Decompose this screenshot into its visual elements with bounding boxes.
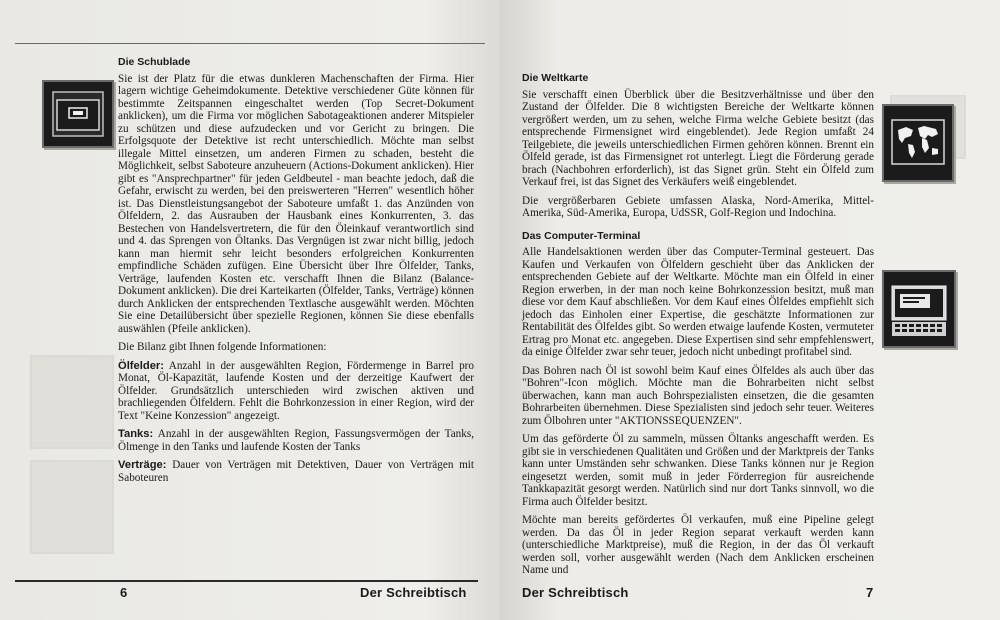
drawer-icon xyxy=(42,80,114,148)
footer-title-left: Der Schreibtisch xyxy=(360,585,467,600)
page-number-right: 7 xyxy=(866,585,874,600)
paragraph: Die Bilanz gibt Ihnen folgende Informationen: xyxy=(118,341,327,353)
page-number-left: 6 xyxy=(120,585,128,600)
definition-tanks xyxy=(118,428,474,453)
definition-text: Dauer von Verträgen mit Detektiven, Dauer von Verträgen mit Saboteuren xyxy=(118,459,475,484)
definition-oelfelder xyxy=(118,360,474,423)
computer-terminal-icon xyxy=(882,270,956,348)
paragraph: Sie ist der Platz für die etwas dunkleren Machenschaften der Firma. Hier lagern wichtige Geheimdokumente. Detektive verschiedener Güte können für bestimmte Zeitspannen eingeschaltet werden (Top Secret-Dokument anklicken), um die Firma vor möglichen Sabotageaktionen anderer Mitspieler zu schützen und diese aufzudecken und vor Gericht zu bringen. Die Erfolgsquote der Detektive ist recht unterschiedlich. Möchte man selbst illegale Mittel einsetzen, um anderen Firmen zu schaden, besteht die Möglichkeit, selbst Saboteure anzuheuern (Actions-Dokument anklicken). Hier gibt es "Ansprechpartner" für jeden Geldbeutel - man beachte jedoch, daß die Gefahr, erwischt zu werden, bei den preiswerteren "Herren" wesentlich höher ist. Das Dienstleistungsangebot der Saboteure umfaßt 1. das Anzünden von Ölfeldern, 2. das Ausrauben der Hausbank eines Konkurrenten, 3. das Bestechen von Handelsvertretern, die für den Öleinkauf verantwortlich sind und 4. das Sprengen von Öltanks. Das Vergnügen ist zwar nicht billig, jedoch kann man hiermit sehr leicht besonders erfolgreichen Konkurrenten empfindliche Schäden zufügen. Eine Übersicht über Ihre Ölfelder, Tanks, Verträge, laufenden Kosten etc. verschafft Ihnen die Bilanz (Balance-Dokument anklicken). Die drei Karteikarten (Ölfelder, Tanks, Verträge) können durch Anklicken der entsprechenden Textlasche ausgewählt werden. Möchten Sie eine Detailübersicht über spezielle Regionen, können Sie diese ebenfalls auswählen (Pfeile anklicken). xyxy=(118,72,474,335)
definition-term: Ölfelder: xyxy=(118,359,165,372)
definition-text: Anzahl in der ausgewählten Region, Fördermenge in Barrel pro Monat, Öl-Kapazität, laufende Kosten und der derzeitige Kaufwert der Ölfelder. Grundsätzlich unterschieden wird zwischen aktiven und brachliegenden Ölfeldern. Fehlt die Bohrkonzession in einer Region, wird der Text "Keine Konzession" angezeigt. xyxy=(118,359,474,422)
paragraph: Um das geförderte Öl zu sammeln, müssen Öltanks angeschafft werden. Es gibt sie in verschiedenen Qualitäten und Größen und der Marktpreis der Tanks kann unter Umständen sehr schwanken. Diese Tanks können nur je Region eingesetzt werden, somit muß in jeder Förderregion für ausreichende Tankkapazität gesorgt werden. Natürlich sind nur dort Tanks sinnvoll, wo die Firma auch Ölfelder besitzt. xyxy=(522,433,874,508)
section-heading-schublade: Die Schublade xyxy=(118,56,191,68)
footer-title-right: Der Schreibtisch xyxy=(522,585,629,600)
bottom-rule-left xyxy=(15,580,478,582)
definition-term: Tanks: xyxy=(118,428,154,440)
paragraph: Möchte man bereits gefördertes Öl verkaufen, muß eine Pipeline gelegt werden. Da das Öl in jeder Region separat verkauft werden kann (unterschiedliche Marktpreise), muß die Region, in der das Öl verkauft werden soll, vorher ausgewählt werden (Nach dem Anklicken erscheinen Name und xyxy=(522,514,874,576)
section-heading-computer-terminal: Das Computer-Terminal xyxy=(522,229,641,242)
paragraph: Das Bohren nach Öl ist sowohl beim Kauf eines Ölfeldes als auch über das "Bohren"-Icon möglich. Möchte man die Bohrarbeiten nicht selbst überwachen, kann man auch Bohrspezialisten einsetzen, die die gesamten Bohrarbeiten übernehmen. Diese Spezialisten sind jedoch sehr teuer. Weiteres zum Ölbohren unter "AKTIONSSEQUENZEN". xyxy=(522,364,874,427)
paragraph: Die vergrößerbaren Gebiete umfassen Alaska, Nord-Amerika, Mittel-Amerika, Süd-Amerika, Europa, UdSSR, Golf-Region und Indochina. xyxy=(522,194,874,219)
section-heading-weltkarte: Die Weltkarte xyxy=(522,72,589,84)
faded-print-through xyxy=(30,355,114,449)
right-text-column xyxy=(522,72,874,583)
world-map-icon xyxy=(882,104,954,182)
faded-print-through-2 xyxy=(30,460,114,554)
paragraph: Alle Handelsaktionen werden über das Computer-Terminal gesteuert. Das Kaufen und Verkaufen von Ölfeldern geschieht über das Anklicken der entsprechenden Gebiete auf der Weltkarte. Möchte man ein Ölfeld in einer Region erwerben, in der man noch keine Bohrkonzession besitzt, muß man diese vor dem Kauf abschließen. Vor dem Kauf eines Ölfeldes empfiehlt sich jedoch das Einholen einer Expertise, die geschätzte Informationen zur Rentabilität des Ölfeldes gibt. So werden etwaige laufende Kosten, vermuteter Ertrag pro Monat etc. angegeben. Diese Expertisen sind sehr empfehlenswert, da einige Ölfelder zwar sehr teuer, jedoch nicht unbedingt profitabel sind. xyxy=(522,246,874,358)
definition-vertraege xyxy=(118,459,474,484)
left-text-column xyxy=(118,56,474,490)
paragraph: Sie verschafft einen Überblick über die Besitzverhältnisse und über den Zustand der Ölfelder. Die 8 wichtigsten Bereiche der Weltkarte können vergrößert werden, um zu sehen, welche Firma welche Gebiete besitzt (das entsprechende Firmensignet wird eingeblendet). Jede Region umfaßt 24 Teilgebiete, die jeweils unterschiedlichen Firmen gehören können. Brennt ein Ölfeld gerade, ist das Firmensignet rot unterlegt. Liegt die Förderung gerade brach (Nachbohren erforderlich), ist das Signet grün. Steht ein Ölfeld zum Verkauf frei, ist das Signet des Verkäufers weiß eingeblendet. xyxy=(522,88,874,188)
definition-term: Verträge: xyxy=(118,459,167,471)
definition-text: Anzahl in der ausgewählten Region, Fassungsvermögen der Tanks, Ölmenge in den Tanks und laufende Kosten der Tanks xyxy=(118,428,474,453)
right-page xyxy=(500,0,1000,620)
top-rule-left xyxy=(15,43,485,44)
